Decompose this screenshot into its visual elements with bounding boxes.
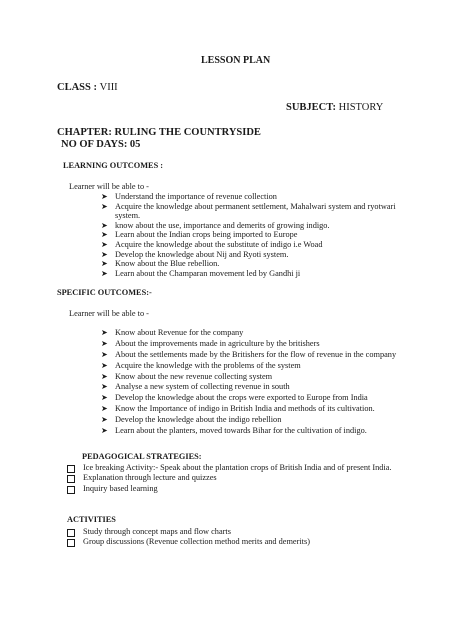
learning-outcomes-heading: LEARNING OUTCOMES : — [63, 161, 164, 170]
arrow-bullet-icon: ➤ — [101, 259, 108, 269]
list-item: ➤ Develop the knowledge about the indigo rebellion — [101, 415, 282, 425]
arrow-bullet-icon: ➤ — [101, 360, 108, 370]
pedagogical-strategies-heading: PEDAGOGICAL STRATEGIES: — [82, 452, 202, 461]
list-item: ➤ Develop the knowledge about the crops were exported to Europe from India — [101, 393, 368, 403]
arrow-bullet-icon: ➤ — [101, 382, 108, 392]
activities-list — [67, 527, 407, 548]
list-item: Explanation through lecture and quizzes — [67, 473, 407, 483]
arrow-bullet-icon: ➤ — [101, 404, 108, 414]
list-item: ➤ Acquire the knowledge about the substitute of indigo i.e Woad — [101, 239, 323, 249]
class-value: VIII — [99, 82, 118, 93]
checkbox-bullet-icon — [67, 538, 75, 548]
class-line — [57, 82, 118, 93]
list-item: ➤ About the settlements made by the Britishers for the flow of revenue in the company — [101, 349, 397, 359]
page-title: LESSON PLAN — [201, 55, 271, 66]
list-item: ➤ Understand the importance of revenue collection — [101, 192, 277, 201]
arrow-bullet-icon: ➤ — [101, 415, 108, 425]
arrow-bullet-icon: ➤ — [101, 349, 108, 359]
learning-outcomes-intro: Learner will be able to - — [69, 182, 149, 191]
list-item: Study through concept maps and flow charts — [67, 527, 407, 537]
arrow-bullet-icon: ➤ — [101, 230, 108, 240]
pedagogical-strategies-list — [67, 463, 407, 494]
subject-line — [286, 102, 383, 113]
checkbox-bullet-icon — [67, 485, 75, 495]
chapter-title: CHAPTER: RULING THE COUNTRYSIDE — [57, 127, 261, 138]
arrow-bullet-icon: ➤ — [101, 220, 108, 230]
list-item: ➤ Acquire the knowledge with the problems of the system — [101, 360, 301, 370]
arrow-bullet-icon: ➤ — [101, 268, 108, 278]
arrow-bullet-icon: ➤ — [101, 239, 108, 249]
days-count: NO OF DAYS: 05 — [61, 139, 141, 150]
list-item: ➤ Develop the knowledge about Nij and Ryoti system. — [101, 249, 289, 259]
list-item: ➤ Learn about the Indian crops being imported to Europe — [101, 230, 298, 240]
list-item: ➤ Learn about the Champaran movement led by Gandhi ji — [101, 268, 301, 278]
list-item: ➤ About the improvements made in agriculture by the britishers — [101, 338, 320, 348]
list-item: Group discussions (Revenue collection method merits and demerits) — [67, 537, 407, 547]
subject-value: HISTORY — [338, 102, 384, 113]
specific-outcomes-heading: SPECIFIC OUTCOMES:- — [57, 288, 152, 297]
list-item: ➤ Know about Revenue for the company — [101, 328, 244, 337]
subject-label: SUBJECT: — [286, 102, 339, 113]
arrow-bullet-icon: ➤ — [101, 249, 108, 259]
arrow-bullet-icon: ➤ — [101, 338, 108, 348]
arrow-bullet-icon: ➤ — [101, 201, 108, 211]
specific-outcomes-list — [101, 328, 421, 437]
arrow-bullet-icon: ➤ — [101, 192, 108, 201]
activities-heading: ACTIVITIES — [67, 515, 116, 524]
arrow-bullet-icon: ➤ — [101, 328, 108, 337]
list-item: ➤ Acquire the knowledge about permanent settlement, Mahalwari system and ryotwari system. — [101, 201, 396, 221]
arrow-bullet-icon: ➤ — [101, 393, 108, 403]
specific-outcomes-intro: Learner will be able to - — [69, 309, 149, 318]
list-item: ➤ Know the Importance of indigo in British India and methods of its cultivation. — [101, 404, 375, 414]
learning-outcomes-list — [101, 192, 421, 278]
list-item: Ice breaking Activity:- Speak about the plantation crops of British India and of present India. — [67, 463, 407, 473]
list-item: Inquiry based learning — [67, 484, 407, 494]
list-item: ➤ Know about the Blue rebellion. — [101, 259, 220, 269]
list-item: ➤ Know about the new revenue collecting system — [101, 371, 273, 381]
list-item: ➤ Analyse a new system of collecting revenue in south — [101, 382, 290, 392]
list-item: ➤ know about the use, importance and demerits of growing indigo. — [101, 220, 330, 230]
list-item: ➤ Learn about the planters, moved towards Bihar for the cultivation of indigo. — [101, 426, 367, 436]
arrow-bullet-icon: ➤ — [101, 371, 108, 381]
arrow-bullet-icon: ➤ — [101, 426, 108, 436]
class-label: CLASS : — [57, 82, 100, 93]
